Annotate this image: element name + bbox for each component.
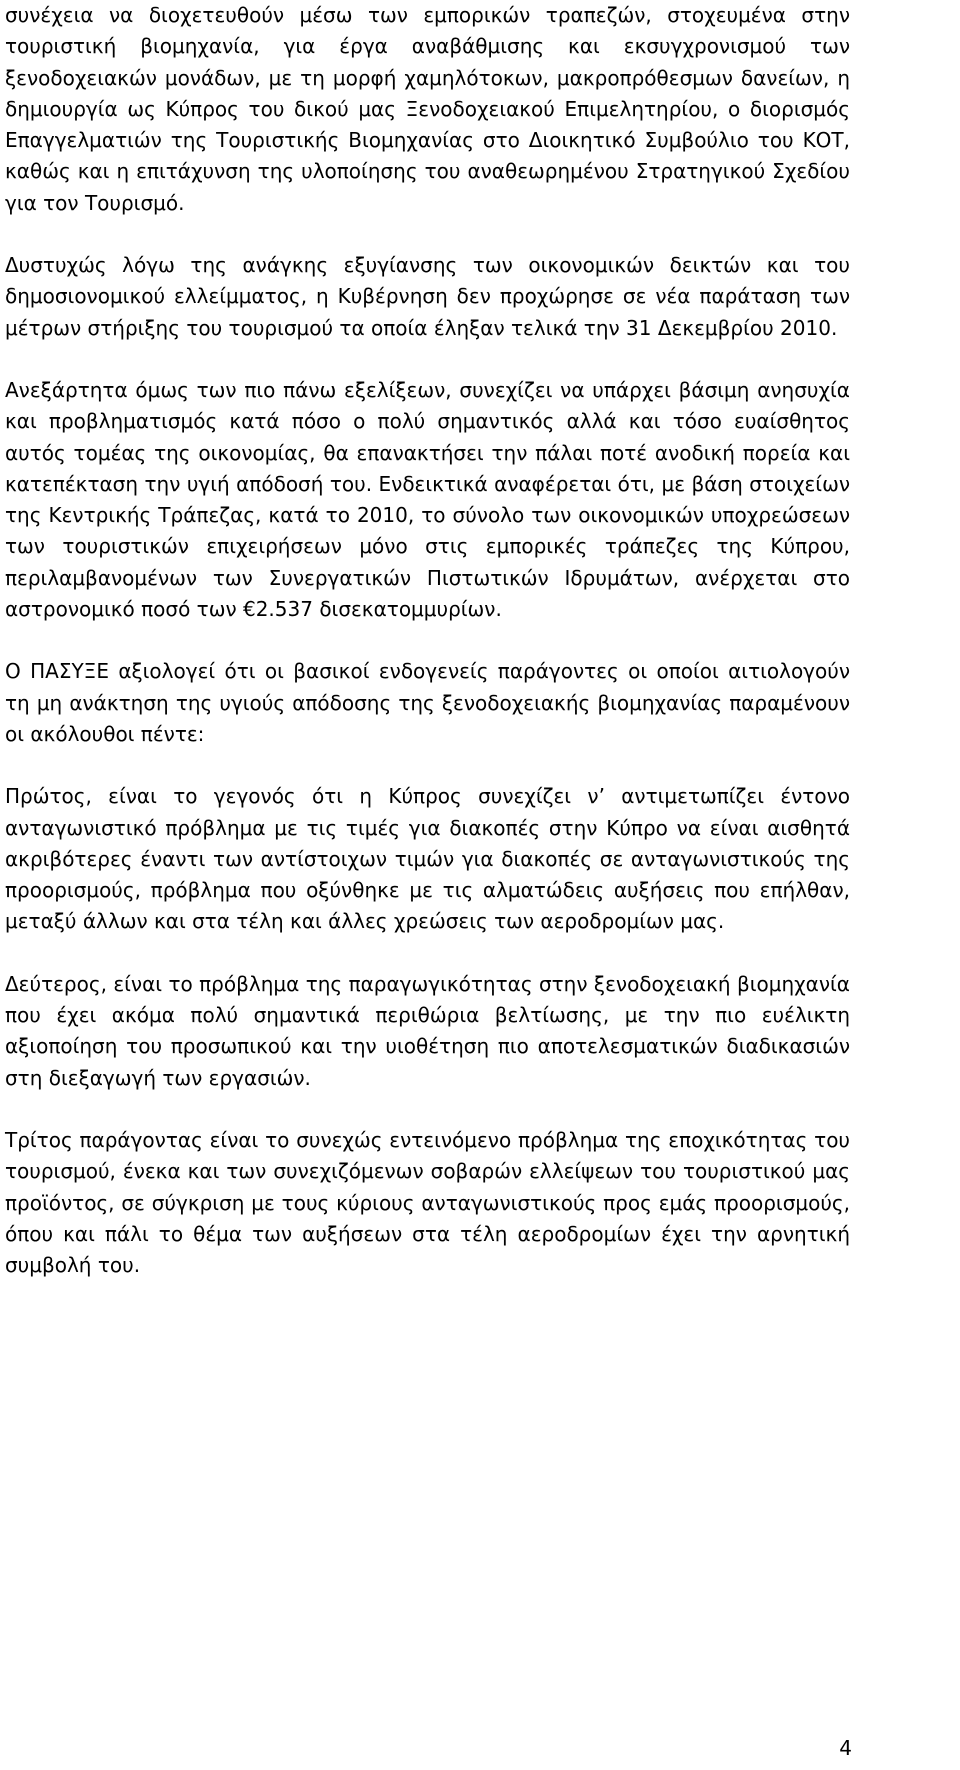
page-number: 4 [839,1736,852,1760]
paragraph-6: Δεύτερος, είναι το πρόβλημα της παραγωγικότητας στην ξενοδοχειακή βιομηχανία που έχει ακόμα πολύ σημαντικά περιθώρια βελτίωσης, με την πιο ευέλικτη αξιοποίηση του προσωπικού και την υιοθέτηση πιο αποτελεσματικών διαδικασιών στη διεξαγωγή των εργασιών. [5,971,850,1090]
paragraph-7: Τρίτος παράγοντας είναι το συνεχώς εντεινόμενο πρόβλημα της εποχικότητας του τουρισμού, ένεκα και των συνεχιζόμενων σοβαρών ελλείψεων του τουριστικού μας προϊόντος, σε σύγκριση με τους κύριους ανταγωνιστικούς προς εμάς προορισμούς, όπου και πάλι το θέμα των αυξήσεων στα τέλη αεροδρομίων έχει την αρνητική συμβολή του. [5,1127,850,1278]
paragraph-3: Ανεξάρτητα όμως των πιο πάνω εξελίξεων, συνεχίζει να υπάρχει βάσιμη ανησυχία και προβληματισμός κατά πόσο ο πολύ σημαντικός αλλά και τόσο ευαίσθητος αυτός τομέας της οικονομίας, θα επανακτήσει την πάλαι ποτέ ανοδική πορεία και κατεπέκταση την υγιή απόδοσή του. Ενδεικτικά αναφέρεται ότι, με βάση στοιχείων της Κεντρικής Τράπεζας, κατά το 2010, το σύνολο των οικονομικών υποχρεώσεων των τουριστικών επιχειρήσεων μόνο στις εμπορικές τράπεζες της Κύπρου, περιλαμβανομένων των Συνεργατικών Πιστωτικών Ιδρυμάτων, ανέρχεται στο αστρονομικό ποσό των €2.537 δισεκατομμυρίων. [5,377,850,622]
paragraph-1: συνέχεια να διοχετευθούν μέσω των εμπορικών τραπεζών, στοχευμένα στην τουριστική βιομηχανία, για έργα αναβάθμισης και εκσυγχρονισμού των ξενοδοχειακών μονάδων, με τη μορφή χαμηλότοκων, μακροπρόθεσμων δανείων, η δημιουργία ως Κύπρος του δικού μας Ξενοδοχειακού Επιμελητηρίου, ο διορισμός Επαγγελματιών της Τουριστικής Βιομηχανίας στο Διοικητικό Συμβούλιο του ΚΟΤ, καθώς και η επιτάχυνση της υλοποίησης του αναθεωρημένου Στρατηγικού Σχεδίου για τον Τουρισμό. [5,3,850,215]
paragraph-2: Δυστυχώς λόγω της ανάγκης εξυγίανσης των οικονομικών δεικτών και του δημοσιονομικού ελλείμματος, η Κυβέρνηση δεν προχώρησε σε νέα παράταση των μέτρων στήριξης του τουρισμού τα οποία έληξαν τελικά την 31 Δεκεμβρίου 2010. [5,253,850,340]
document-body [5,0,850,1281]
paragraph-4: Ο ΠΑΣΥΞΕ αξιολογεί ότι οι βασικοί ενδογενείς παράγοντες οι οποίοι αιτιολογούν τη μη ανάκτηση της υγιούς απόδοσης της ξενοδοχειακής βιομηχανίας παραμένουν οι ακόλουθοι πέντε: [5,659,850,746]
paragraph-5: Πρώτος, είναι το γεγονός ότι η Κύπρος συνεχίζει ν’ αντιμετωπίζει έντονο ανταγωνιστικό πρόβλημα με τις τιμές για διακοπές στην Κύπρο να είναι αισθητά ακριβότερες έναντι των αντίστοιχων τιμών για διακοπές σε ανταγωνιστικούς της προορισμούς, πρόβλημα που οξύνθηκε με τις αλματώδεις αυξήσεις που επήλθαν, μεταξύ άλλων και στα τέλη και άλλες χρεώσεις των αεροδρομίων μας. [5,784,850,934]
